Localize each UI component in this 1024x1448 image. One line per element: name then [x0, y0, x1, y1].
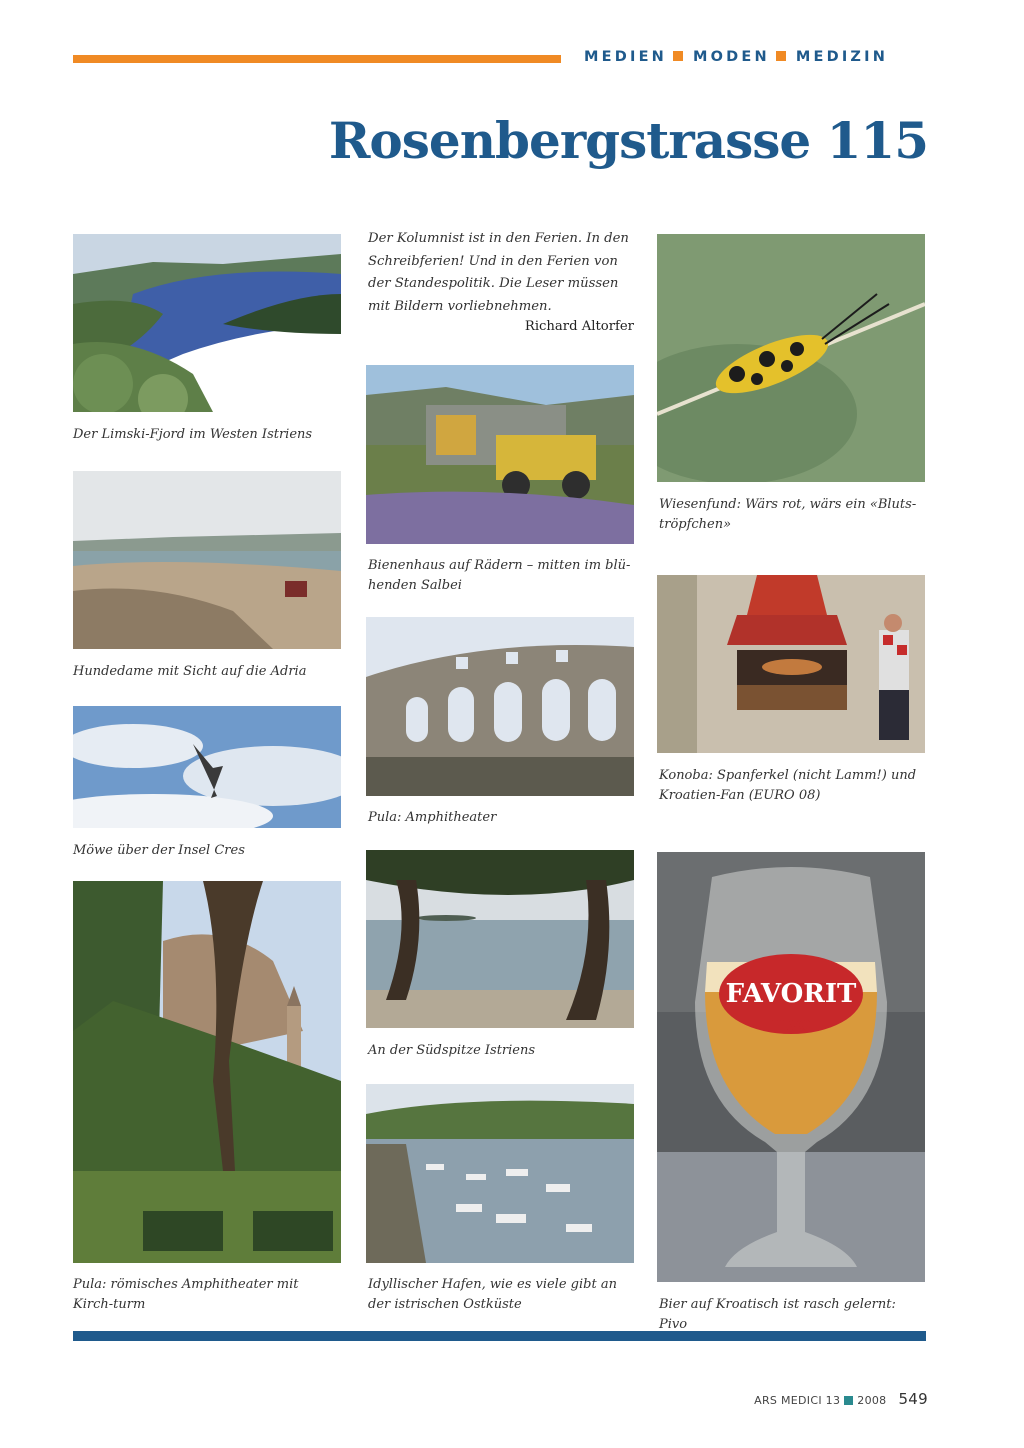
caption-harbour: Idyllischer Hafen, wie es viele gibt an der istrischen Ostküste [368, 1277, 617, 1312]
section-separator [776, 51, 786, 61]
footer-rule [73, 1331, 926, 1341]
footer-square [844, 1396, 853, 1405]
caption-limski-fjord: Der Limski-Fjord im Westen Istriens [73, 427, 313, 442]
section-label [584, 49, 928, 71]
page-title: Rosenbergstrasse 115 [328, 111, 928, 170]
photo-dog-adria [73, 471, 341, 649]
page-number: 549 [898, 1390, 928, 1408]
author-name: Richard Altorfer [524, 319, 634, 334]
photo-pula-amphitheater [366, 617, 634, 796]
caption-pula-amphitheater: Pula: Amphitheater [368, 810, 497, 825]
caption-beer: Bier auf Kroatisch ist rasch gelernt: Pivo [659, 1297, 896, 1332]
photo-bee-truck [366, 365, 634, 544]
journal-year: 2008 [857, 1394, 887, 1407]
beer-pivo-text: PIVO [771, 1018, 811, 1034]
header-rule [73, 55, 561, 63]
footer [700, 1390, 928, 1408]
caption-konoba: Konoba: Spanferkel (nicht Lamm!) und Kroatien-Fan (EURO 08) [659, 768, 917, 803]
photo-konoba [657, 575, 925, 753]
photo-beer [657, 852, 925, 1282]
photo-south-tip [366, 850, 634, 1028]
caption-pula-church: Pula: römisches Amphitheater mit Kirch-turm [73, 1277, 299, 1312]
caption-bee-truck: Bienenhaus auf Rädern – mitten im blü-henden Salbei [368, 558, 631, 593]
photo-harbour [366, 1084, 634, 1263]
photo-seagull [73, 706, 341, 828]
journal-name: ARS MEDICI 13 [754, 1394, 841, 1407]
caption-south-tip: An der Südspitze Istriens [368, 1043, 536, 1058]
section-moden: MODEN [693, 49, 770, 65]
beer-brand-text: FAVORIT [725, 979, 857, 1009]
intro-text: Der Kolumnist ist in den Ferien. In den Schreibferien! Und in den Ferien von der Standespolitik. Die Leser müssen mit Bildern vorliebnehmen. [368, 231, 629, 314]
caption-dog-adria: Hundedame mit Sicht auf die Adria [73, 664, 307, 679]
section-medien: MEDIEN [584, 49, 668, 65]
section-separator [673, 51, 683, 61]
caption-seagull: Möwe über der Insel Cres [73, 843, 245, 858]
photo-limski-fjord [73, 234, 341, 412]
photo-pula-church [73, 881, 341, 1263]
section-medizin: MEDIZIN [795, 49, 889, 65]
photo-insect [657, 234, 925, 482]
caption-insect: Wiesenfund: Wärs rot, wärs ein «Bluts-tröpfchen» [659, 497, 917, 532]
